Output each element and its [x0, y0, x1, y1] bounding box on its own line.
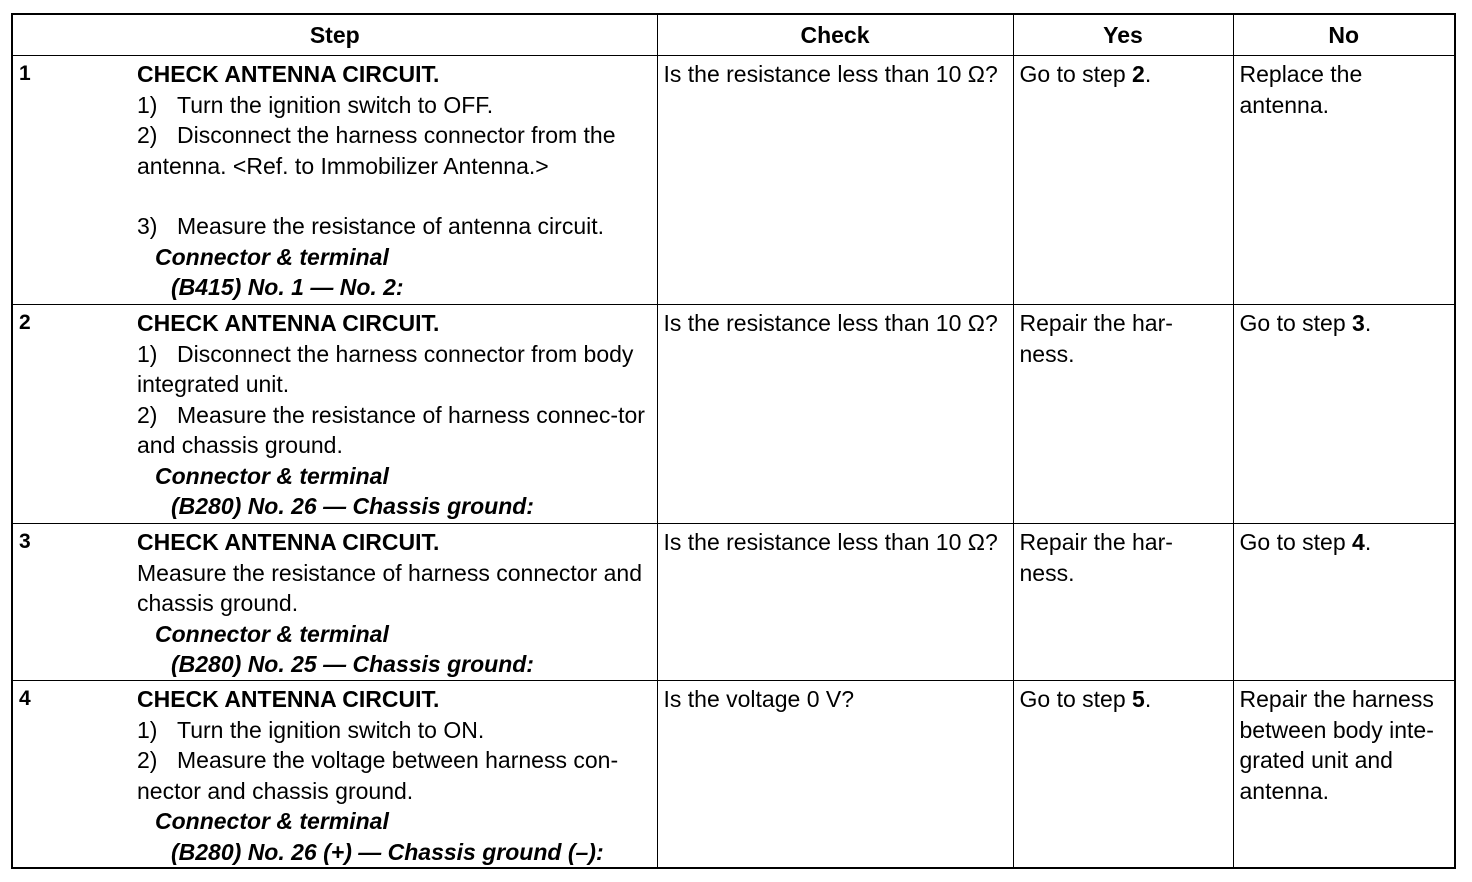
step-title: CHECK ANTENNA CIRCUIT. — [137, 310, 440, 336]
no-cell: Replace the antenna. — [1233, 56, 1455, 305]
check-cell: Is the resistance less than 10 Ω? — [657, 524, 1013, 681]
connector-label: Connector & terminal — [155, 462, 389, 489]
step-instruction: 1) Disconnect the harness connector from body integrated unit. — [137, 340, 634, 397]
no-cell: Go to step 3. — [1233, 305, 1455, 524]
step-cell — [12, 524, 657, 681]
step-instruction: Measure the resistance of harness connector and chassis ground. — [137, 559, 643, 616]
step-instruction: 2) Disconnect the harness connector from the antenna. <Ref. to Immobilizer Antenna.> — [137, 122, 616, 179]
header-yes: Yes — [1013, 14, 1233, 56]
step-instruction: 2) Measure the resistance of harness connec-tor and chassis ground. — [137, 401, 645, 458]
no-cell: Go to step 4. — [1233, 524, 1455, 681]
yes-cell: Go to step 2. — [1013, 56, 1233, 305]
step-cell — [12, 681, 657, 869]
step-number: 1 — [19, 62, 31, 85]
step-number: 3 — [19, 530, 31, 553]
connector-label: Connector & terminal — [155, 808, 389, 834]
connector-label: Connector & terminal — [155, 620, 389, 647]
check-cell: Is the voltage 0 V? — [657, 681, 1013, 869]
step-cell — [12, 56, 657, 305]
header-check: Check — [657, 14, 1013, 56]
yes-cell: Go to step 5. — [1013, 681, 1233, 869]
connector-label: Connector & terminal — [155, 243, 389, 270]
yes-cell: Repair the har-ness. — [1013, 305, 1233, 524]
no-cell: Repair the harness between body inte-grated unit and antenna. — [1233, 681, 1455, 869]
step-number: 2 — [19, 311, 31, 334]
step-instruction: 1) Turn the ignition switch to ON. — [137, 716, 485, 743]
step-title: CHECK ANTENNA CIRCUIT. — [137, 686, 440, 712]
yes-cell: Repair the har-ness. — [1013, 524, 1233, 681]
table-row — [12, 681, 1455, 869]
step-title: CHECK ANTENNA CIRCUIT. — [137, 61, 440, 87]
step-instruction: 3) Measure the resistance of antenna circuit. — [137, 213, 605, 239]
connector-value: (B280) No. 25 — Chassis ground: — [171, 651, 534, 677]
connector-value: (B280) No. 26 — Chassis ground: — [171, 493, 534, 519]
step-title: CHECK ANTENNA CIRCUIT. — [137, 529, 440, 555]
header-step: Step — [12, 14, 657, 56]
table-row — [12, 524, 1455, 681]
header-no: No — [1233, 14, 1455, 56]
step-number: 4 — [19, 687, 31, 710]
connector-value: (B280) No. 26 (+) — Chassis ground (–): — [171, 838, 604, 865]
table-row — [12, 305, 1455, 524]
check-cell: Is the resistance less than 10 Ω? — [657, 305, 1013, 524]
table-row — [12, 56, 1455, 305]
step-cell — [12, 305, 657, 524]
step-instruction: 1) Turn the ignition switch to OFF. — [137, 91, 494, 118]
step-instruction: 2) Measure the voltage between harness con-nector and chassis ground. — [137, 747, 619, 804]
connector-value: (B415) No. 1 — No. 2: — [171, 274, 404, 300]
check-cell: Is the resistance less than 10 Ω? — [657, 56, 1013, 305]
header-row — [12, 14, 1455, 56]
diagnostic-table — [11, 13, 1456, 869]
